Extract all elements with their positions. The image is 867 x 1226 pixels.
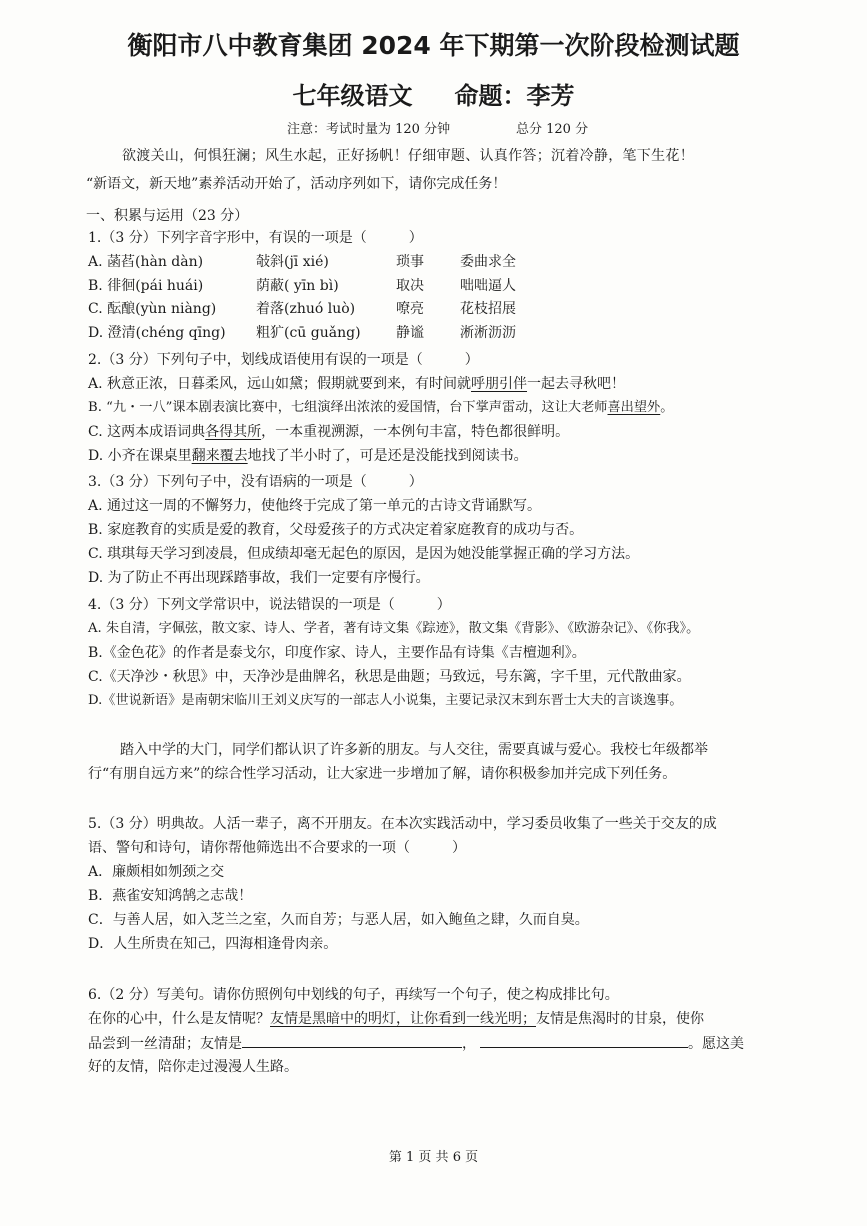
- q2-option-a: A. 秋意正浓，日暮柔风，远山如黛；假期就要到来，有时间就呼朋引伴一起去寻秋吧！: [88, 376, 626, 392]
- passage-line-2: 行“有朋自远方来”的综合性学习活动，让大家进一步增加了解，请你积极参加并完成下列任务。: [88, 766, 677, 782]
- q1-a-word1: A. 菡萏(hàn dàn): [88, 254, 204, 270]
- q2-option-b: B. “九・一八”课本剧表演比赛中，七组演绎出浓浓的爱国情，台下掌声雷动，这让大老师喜出望外。: [88, 400, 674, 415]
- exam-title: 衡阳市八中教育集团 2024 年下期第一次阶段检测试题: [127, 31, 740, 60]
- q1-b-word3: 取决: [396, 278, 424, 294]
- page-footer: 第 1 页 共 6 页: [388, 1150, 479, 1165]
- q5-stem-line-1: 5.（3 分）明典故。人活一辈子，离不开朋友。在本次实践活动中，学习委员收集了一些关于交友的成: [88, 816, 717, 832]
- q4-option-c: C.《天净沙・秋思》中，天净沙是曲牌名，秋思是曲题；马致远，号东篱，字千里，元代散曲家。: [88, 669, 691, 685]
- notice-score: 总分 120 分: [516, 122, 589, 137]
- subject-label: 七年级语文: [292, 82, 413, 110]
- q2-option-c: C. 这两本成语词典各得其所，一本重视溯源，一本例句丰富，特色都很鲜明。: [88, 424, 570, 440]
- q6-stem: 6.（2 分）写美句。请你仿照例句中划线的句子，再续写一个句子，使之构成排比句。: [88, 987, 619, 1003]
- notice-time: 注意：考试时量为 120 分钟: [287, 122, 451, 137]
- q1-a-word2: 敧斜(jī xié): [256, 254, 329, 270]
- q1-c-word2: 着落(zhuó luò): [256, 301, 356, 317]
- q1-a-word3: 琐事: [396, 254, 424, 270]
- q2-c-idiom: 各得其所: [205, 424, 262, 440]
- q5-option-c: C．与善人居，如入芝兰之室，久而自芳；与恶人居，如入鲍鱼之肆，久而自臭。: [88, 912, 589, 928]
- author-label: 命题：李芳: [454, 82, 575, 110]
- q6-underlined-example: 友情是黑暗中的明灯，让你看到一线光明；: [270, 1011, 536, 1027]
- q1-d-word1: D. 澄清(chéng qīng): [88, 325, 226, 341]
- q6-answer-line: 品尝到一丝清甜；友情是 ， 。愿这美: [88, 1033, 744, 1054]
- q1-b-word2: 荫蔽( yīn bì): [256, 278, 339, 294]
- q2-stem: 2.（3 分）下列句子中，划线成语使用有误的一项是（ ）: [88, 352, 479, 368]
- q2-b-idiom: 喜出望外: [607, 400, 661, 415]
- q5-option-d: D．人生所贵在知己，四海相逢骨肉亲。: [88, 936, 338, 952]
- q1-c-word4: 花枝招展: [460, 301, 516, 317]
- q5-option-a: A．廉颇相如刎颈之交: [88, 864, 225, 880]
- q1-c-word1: C. 酝酿(yùn niàng): [88, 301, 217, 317]
- q4-option-a: A. 朱自清，字佩弦，散文家、诗人、学者，著有诗文集《踪迹》，散文集《背影》、《欧游杂记》、《你我》。: [88, 621, 700, 636]
- q1-a-word4: 委曲求全: [460, 254, 516, 270]
- q4-option-d: D.《世说新语》是南朝宋临川王刘义庆写的一部志人小说集，主要记录汉末到东晋士大夫的言谈逸事。: [88, 693, 683, 708]
- q3-option-a: A. 通过这一周的不懈努力，使他终于完成了第一单元的古诗文背诵默写。: [88, 498, 542, 514]
- q4-option-b: B.《金色花》的作者是泰戈尔，印度作家、诗人，主要作品有诗集《吉檀迦利》。: [88, 645, 586, 661]
- q2-d-idiom: 翻来覆去: [191, 448, 248, 464]
- section-1-heading: 一、积累与运用（23 分）: [86, 208, 249, 224]
- q2-option-d: D. 小齐在课桌里翻来覆去地找了半小时了，可是还是没能找到阅读书。: [88, 448, 528, 464]
- q4-stem: 4.（3 分）下列文学常识中，说法错误的一项是（ ）: [88, 597, 451, 613]
- motto: 欲渡关山，何惧狂澜；风生水起，正好扬帆！仔细审题、认真作答；沉着冷静，笔下生花！: [122, 148, 694, 164]
- q1-b-word1: B. 徘徊(pái huái): [88, 278, 204, 294]
- q1-b-word4: 咄咄逼人: [460, 278, 516, 294]
- q5-option-b: B．燕雀安知鸿鹄之志哉！: [88, 888, 253, 904]
- q3-option-d: D. 为了防止不再出现踩踏事故，我们一定要有序慢行。: [88, 570, 430, 586]
- exam-subtitle: [0, 76, 867, 111]
- q6-answer-blank-1[interactable]: [242, 1033, 462, 1048]
- q3-stem: 3.（3 分）下列句子中，没有语病的一项是（ ）: [88, 474, 423, 490]
- q1-d-word3: 静谧: [396, 325, 424, 341]
- q3-option-b: B. 家庭教育的实质是爱的教育，父母爱孩子的方式决定着家庭教育的成功与否。: [88, 522, 584, 538]
- q1-d-word4: 淅淅沥沥: [460, 325, 516, 341]
- q6-example-line: 在你的心中，什么是友情呢？友情是黑暗中的明灯，让你看到一线光明；友情是焦渴时的甘泉，使你: [88, 1011, 704, 1027]
- q1-c-word3: 嘹亮: [396, 301, 424, 317]
- intro: “新语文，新天地”素养活动开始了，活动序列如下，请你完成任务！: [86, 176, 507, 192]
- passage-line-1: 踏入中学的大门，同学们都认识了许多新的朋友。与人交往，需要真诚与爱心。我校七年级都举: [120, 742, 708, 758]
- q2-a-idiom: 呼朋引伴: [471, 376, 528, 392]
- q6-closing-line: 好的友情，陪你走过漫漫人生路。: [88, 1059, 298, 1075]
- q3-option-c: C. 琪琪每天学习到凌晨，但成绩却毫无起色的原因，是因为她没能掌握正确的学习方法。: [88, 546, 640, 562]
- q6-answer-blank-2[interactable]: [480, 1033, 688, 1048]
- q1-stem: 1.（3 分）下列字音字形中，有误的一项是（ ）: [88, 230, 423, 246]
- q5-stem-line-2: 语、警句和诗句，请你帮他筛选出不合要求的一项（ ）: [88, 840, 466, 856]
- q1-d-word2: 粗犷(cū guǎng): [256, 325, 361, 341]
